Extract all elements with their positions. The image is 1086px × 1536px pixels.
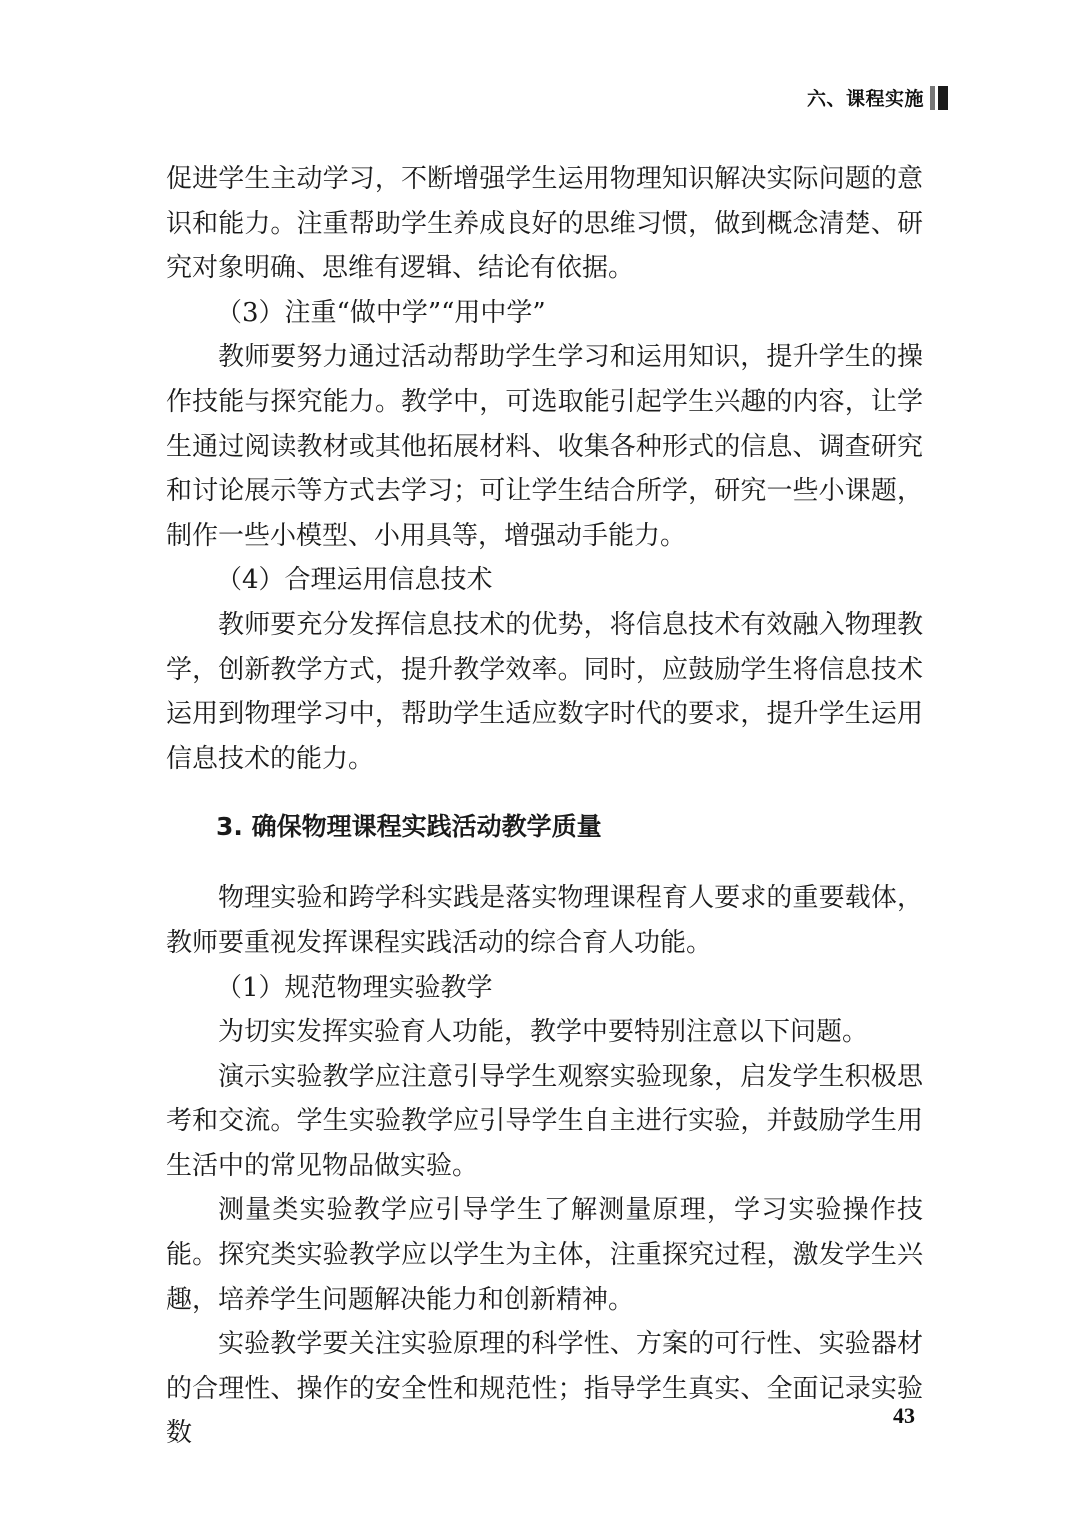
subheading-info-tech: （4）合理运用信息技术 — [216, 565, 493, 596]
paragraph: 教师要充分发挥信息技术的优势，将信息技术有效融入物理教学，创新教学方式，提升教学效率。同时，应鼓励学生将信息技术运用到物理学习中，帮助学生适应数字时代的要求，提升学生运用信息技术的能力。 — [166, 609, 923, 774]
header-bar-dark — [938, 86, 948, 110]
paragraph: 为切实发挥实验育人功能，教学中要特别注意以下问题。 — [218, 1017, 869, 1048]
paragraph: 教师要努力通过活动帮助学生学习和运用知识，提升学生的操作技能与探究能力。教学中，可选取能引起学生兴趣的内容，让学生通过阅读教材或其他拓展材料、收集各种形式的信息、调查研究和讨论展示等方式去学习；可让学生结合所学，研究一些小课题，制作一些小模型、小用具等，增强动手能力。 — [166, 342, 923, 551]
header-bar-light — [930, 86, 935, 110]
page-body — [166, 157, 923, 1456]
paragraph: 演示实验教学应注意引导学生观察实验现象，启发学生积极思考和交流。学生实验教学应引导学生自主进行实验，并鼓励学生用生活中的常见物品做实验。 — [166, 1061, 923, 1181]
paragraph-continuation: 促进学生主动学习，不断增强学生运用物理知识解决实际问题的意识和能力。注重帮助学生养成良好的思维习惯，做到概念清楚、研究对象明确、思维有逻辑、结论有依据。 — [166, 164, 923, 284]
header-bar-marker — [930, 86, 948, 110]
section-heading: 3. 确保物理课程实践活动教学质量 — [216, 812, 602, 842]
subheading-experiment-teaching: （1）规范物理实验教学 — [216, 972, 493, 1003]
running-header — [807, 84, 948, 111]
paragraph: 实验教学要关注实验原理的科学性、方案的可行性、实验器材的合理性、操作的安全性和规范性；指导学生真实、全面记录实验数 — [166, 1329, 923, 1449]
paragraph: 测量类实验教学应引导学生了解测量原理，学习实验操作技能。探究类实验教学应以学生为主体，注重探究过程，激发学生兴趣，培养学生问题解决能力和创新精神。 — [166, 1195, 923, 1315]
subheading-learn-by-doing: （3）注重“做中学”“用中学” — [216, 297, 546, 328]
page-number: 43 — [893, 1403, 915, 1428]
header-title: 六、课程实施 — [806, 88, 924, 110]
paragraph: 物理实验和跨学科实践是落实物理课程育人要求的重要载体，教师要重视发挥课程实践活动的综合育人功能。 — [166, 883, 923, 958]
